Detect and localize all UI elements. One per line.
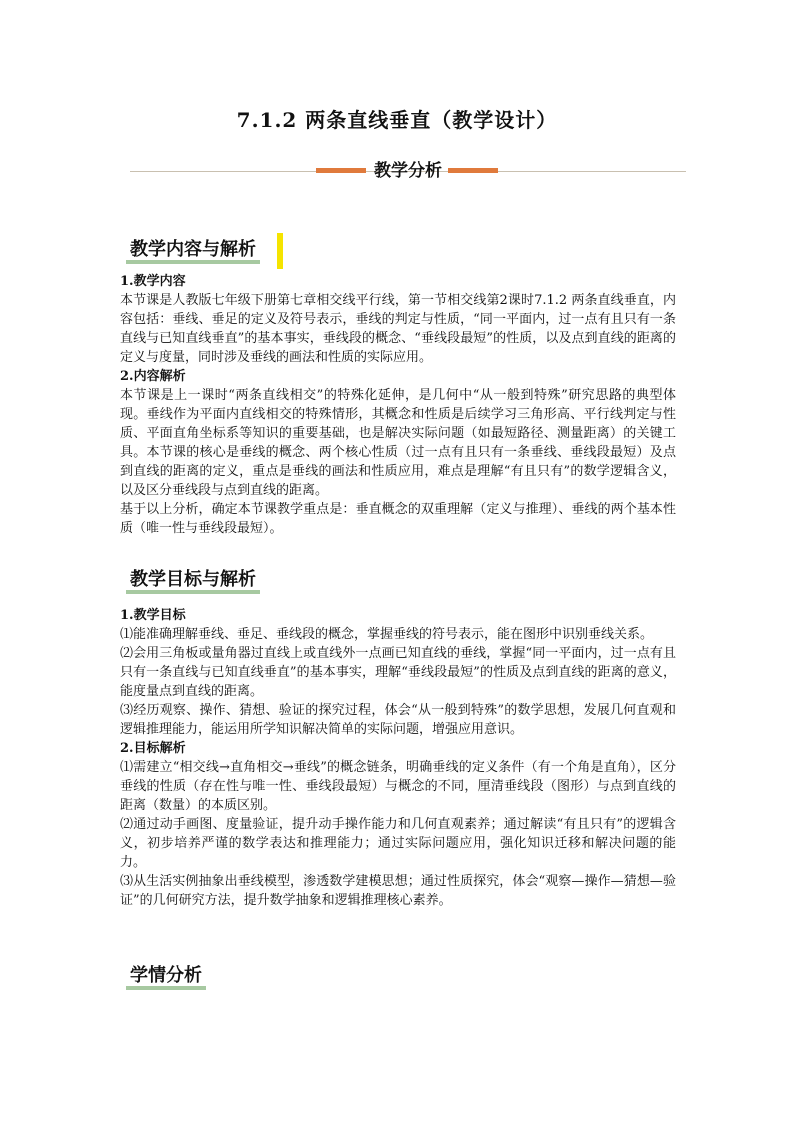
document-title: 7.1.2 两条直线垂直（教学设计） (236, 108, 558, 132)
subheading: 1.教学内容 (120, 274, 186, 289)
paragraph: ⑴能准确理解垂线、垂足、垂线段的概念，掌握垂线的符号表示，能在图形中识别垂线关系。 (120, 627, 654, 642)
banner-label: 教学分析 (374, 161, 442, 181)
paragraph: 基于以上分析，确定本节课教学重点是：垂直概念的双重理解（定义与推理）、垂线的两个基本性质（唯一性与垂线段最短）。 (120, 502, 676, 536)
section-heading-learner-analysis: 学情分析 (126, 962, 206, 990)
section-banner (130, 160, 686, 182)
subheading: 2.内容解析 (120, 369, 186, 384)
subheading: 1.教学目标 (120, 608, 186, 623)
section-heading-objectives: 教学目标与解析 (126, 566, 260, 594)
paragraph: 本节课是上一课时“两条直线相交”的特殊化延伸，是几何中“从一般到特殊”研究思路的典型体现。垂线作为平面内直线相交的特殊情形，其概念和性质是后续学习三角形高、平行线判定与性质、平面直角坐标系等知识的重要基础，也是解决实际问题（如最短路径、测量距离）的关键工具。本节课的核心是垂线的概念、两个核心性质（过一点有且只有一条垂线、垂线段最短）及点到直线的距离的定义，重点是垂线的画法和性质应用，难点是理解“有且只有”的数学逻辑含义，以及区分垂线段与点到直线的距离。 (120, 388, 676, 498)
content-analysis-block (120, 272, 676, 538)
subheading: 2.目标解析 (120, 741, 186, 756)
paragraph: ⑵会用三角板或量角器过直线上或直线外一点画已知直线的垂线，掌握“同一平面内，过一点有且只有一条直线与已知直线垂直”的基本事实，理解“垂线段最短”的性质及点到直线的距离的意义，能度量点到直线的距离。 (120, 646, 676, 699)
objectives-analysis-block (120, 606, 676, 910)
paragraph: ⑴需建立“相交线→直角相交→垂线”的概念链条，明确垂线的定义条件（有一个角是直角），区分垂线的性质（存在性与唯一性、垂线段最短）与概念的不同，厘清垂线段（图形）与点到直线的距离（数量）的本质区别。 (120, 760, 676, 813)
paragraph: ⑵通过动手画图、度量验证，提升动手操作能力和几何直观素养；通过解读“有且只有”的逻辑含义，初步培养严谨的数学表达和推理能力；通过实际问题应用，强化知识迁移和解决问题的能力。 (120, 817, 676, 870)
section-heading-content: 教学内容与解析 (126, 236, 260, 264)
heading-accent-bar (277, 233, 283, 269)
paragraph: ⑶经历观察、操作、猜想、验证的探究过程，体会“从一般到特殊”的数学思想，发展几何直观和逻辑推理能力，能运用所学知识解决简单的实际问题，增强应用意识。 (120, 703, 676, 737)
paragraph: ⑶从生活实例抽象出垂线模型，渗透数学建模思想；通过性质探究，体会“观察—操作—猜想—验证”的几何研究方法，提升数学抽象和逻辑推理核心素养。 (120, 874, 676, 908)
paragraph: 本节课是人教版七年级下册第七章相交线平行线，第一节相交线第2课时7.1.2 两条直线垂直，内容包括：垂线、垂足的定义及符号表示，垂线的判定与性质，“同一平面内，过一点有且只有一条直线与已知直线垂直”的基本事实，垂线段的概念、“垂线段最短”的性质，以及点到直线的距离的定义与度量，同时涉及垂线的画法和性质的实际应用。 (120, 293, 676, 365)
